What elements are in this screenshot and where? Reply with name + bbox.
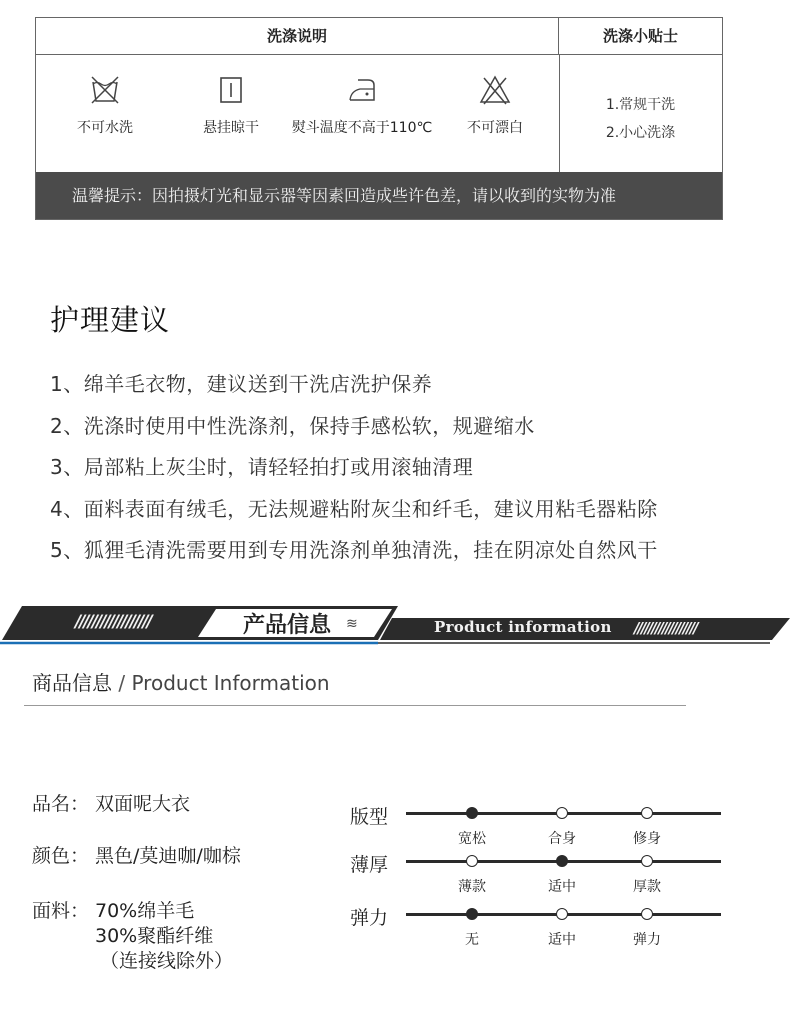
care-table bbox=[35, 17, 723, 220]
care-tips-list bbox=[559, 91, 722, 147]
care-item-no-wash bbox=[66, 73, 144, 137]
scale-dot bbox=[556, 807, 568, 819]
thickness-scale bbox=[350, 850, 730, 895]
scale-option: 弹力 bbox=[633, 932, 661, 948]
care-table-body bbox=[36, 55, 722, 172]
wave-icon: ≋ bbox=[346, 616, 358, 632]
care-tips-heading: 洗涤小贴士 bbox=[602, 27, 678, 45]
scale-option: 无 bbox=[465, 932, 479, 948]
banner-slash-decoration: ////////////////// bbox=[634, 619, 697, 637]
care-tip: 2.小心洗涤 bbox=[605, 125, 676, 141]
scale-dot bbox=[466, 807, 478, 819]
care-advice-item: 1、绵羊毛衣物，建议送到干洗店洗护保养 bbox=[50, 372, 433, 396]
care-item-iron bbox=[282, 73, 442, 137]
scale-label: 弹力 bbox=[350, 907, 389, 929]
color-disclaimer: 温馨提示：因拍摄灯光和显示器等因素回造成些许色差，请以收到的实物为准 bbox=[36, 172, 722, 219]
product-info-heading-en: Product Information bbox=[131, 671, 330, 695]
care-item-no-bleach bbox=[456, 73, 534, 137]
care-advice-item: 4、面料表面有绒毛，无法规避粘附灰尘和纤毛，建议用粘毛器粘除 bbox=[50, 496, 658, 521]
scale-dot bbox=[556, 908, 568, 920]
scale-option: 适中 bbox=[548, 932, 576, 948]
scale-option: 修身 bbox=[633, 831, 661, 847]
scale-label: 薄厚 bbox=[350, 854, 389, 876]
care-advice-item: 2、洗涤时使用中性洗涤剂，保持手感松软，规避缩水 bbox=[50, 413, 535, 438]
care-instructions-heading: 洗涤说明 bbox=[36, 18, 559, 55]
scale-dot bbox=[466, 855, 478, 867]
care-item-label: 不可漂白 bbox=[467, 120, 523, 136]
heading-underline bbox=[24, 705, 686, 706]
product-color-label: 颜色： bbox=[32, 845, 90, 867]
product-info-heading-cn: 商品信息 bbox=[32, 671, 112, 695]
elasticity-scale bbox=[350, 903, 730, 948]
scale-dot bbox=[466, 908, 478, 920]
care-advice-title: 护理建议 bbox=[50, 303, 171, 337]
care-item-label: 不可水洗 bbox=[77, 120, 133, 136]
product-info-heading bbox=[32, 667, 330, 696]
hang-dry-icon bbox=[214, 73, 248, 107]
scale-dot bbox=[641, 855, 653, 867]
care-table-header bbox=[36, 18, 722, 55]
banner-title-cn: 产品信息 bbox=[243, 612, 332, 638]
product-name-label: 品名： bbox=[32, 793, 90, 815]
fabric-composition-line: 30%聚酯纤维 bbox=[95, 925, 214, 947]
fit-scale bbox=[350, 802, 730, 847]
product-name-value: 双面呢大衣 bbox=[95, 793, 191, 815]
product-color-value: 黑色/莫迪咖/咖棕 bbox=[95, 845, 241, 867]
product-name-field bbox=[32, 791, 190, 817]
product-color-field bbox=[32, 843, 241, 869]
heading-separator: / bbox=[118, 671, 126, 695]
scale-dot bbox=[641, 908, 653, 920]
product-fabric-label: 面料： bbox=[32, 900, 90, 922]
banner-slash-decoration: ////////////////// bbox=[75, 612, 151, 632]
scale-dot bbox=[556, 855, 568, 867]
scale-option: 适中 bbox=[548, 879, 576, 895]
care-advice-list bbox=[50, 366, 658, 574]
scale-option: 薄款 bbox=[458, 879, 486, 895]
care-item-label: 悬挂晾干 bbox=[203, 120, 259, 136]
care-item-label: 熨斗温度不高于110℃ bbox=[291, 120, 433, 136]
care-item-hang-dry bbox=[192, 73, 270, 137]
fabric-composition-line: （连接线除外） bbox=[100, 950, 234, 972]
product-fabric-field bbox=[32, 898, 292, 978]
no-wash-icon bbox=[88, 73, 122, 107]
product-info-banner bbox=[0, 603, 790, 645]
scale-label: 版型 bbox=[350, 806, 389, 828]
banner-title-en: Product information bbox=[434, 618, 612, 636]
care-tip: 1.常规干洗 bbox=[605, 97, 676, 113]
scale-option: 厚款 bbox=[633, 879, 661, 895]
scale-option: 合身 bbox=[548, 831, 576, 847]
iron-icon bbox=[345, 73, 379, 107]
no-bleach-icon bbox=[478, 73, 512, 107]
scale-dot bbox=[641, 807, 653, 819]
fabric-composition-line: 70%绵羊毛 bbox=[95, 900, 195, 922]
care-advice-item: 3、局部粘上灰尘时，请轻轻拍打或用滚轴清理 bbox=[50, 455, 474, 479]
scale-option: 宽松 bbox=[458, 831, 486, 847]
care-advice-item: 5、狐狸毛清洗需要用到专用洗涤剂单独清洗，挂在阴凉处自然风干 bbox=[50, 538, 658, 562]
